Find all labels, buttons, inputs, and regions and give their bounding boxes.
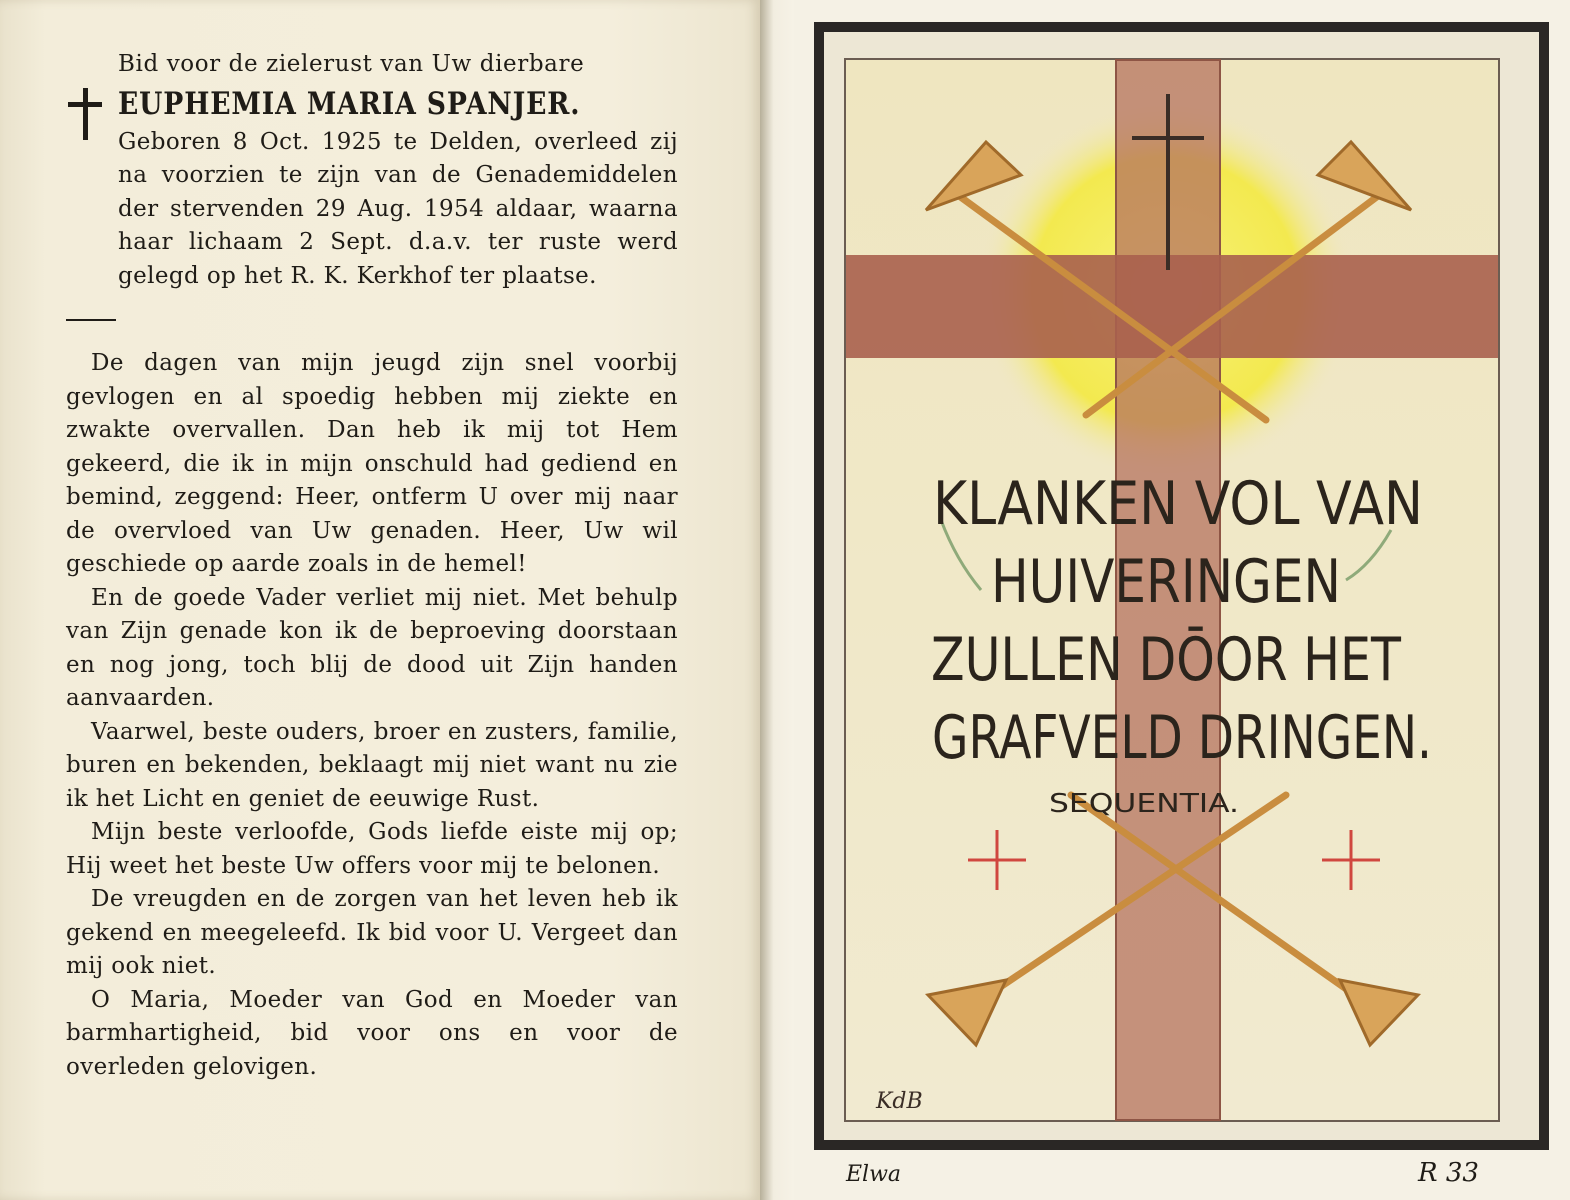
prayer-paragraph: En de goede Vader verliet mij niet. Met behulp van Zijn genade kon ik de beproeving doorstaan en nog jong, toch blij de dood uit Zijn handen aanvaarden. — [66, 584, 678, 711]
name-line — [66, 82, 678, 126]
prayer-paragraph: Vaarwel, beste ouders, broer en zusters, familie, buren en bekenden, beklaagt mij niet want nu zie ik het Licht en geniet de eeuwige Rust. — [66, 718, 678, 812]
prayer-text — [66, 347, 678, 1084]
verse — [931, 469, 1432, 819]
prayer-paragraph: Mijn beste verloofde, Gods liefde eiste mij op; Hij weet het beste Uw offers voor mij te belonen. — [66, 819, 678, 879]
card-picture-side — [794, 0, 1570, 1200]
verse-line: ZULLEN DŌOR HET — [931, 625, 1402, 695]
card-text-side — [0, 0, 760, 1200]
mourning-border — [814, 22, 1549, 1150]
text-column — [66, 48, 678, 1084]
artist-signature: KdB — [876, 1089, 923, 1114]
verse-line: GRAFVELD DRINGEN. — [932, 703, 1432, 773]
cross-icon — [68, 88, 102, 140]
intro-line: Bid voor de zielerust van Uw dierbare — [118, 51, 585, 77]
illustration — [844, 58, 1500, 1122]
illustration-drawing — [846, 60, 1498, 1120]
verse-line: HUIVERINGEN — [991, 547, 1341, 617]
publisher-mark: Elwa — [846, 1162, 902, 1187]
verse-line: KLANKEN VOL VAN — [933, 469, 1423, 539]
prayer-paragraph: O Maria, Moeder van God en Moeder van barmhartigheid, bid voor ons en voor de overleden gelovigen. — [66, 986, 678, 1080]
deceased-name: EUPHEMIA MARIA SPANJER. — [118, 85, 581, 122]
card-fold — [760, 0, 794, 1200]
divider — [66, 319, 116, 321]
prayer-paragraph: De dagen van mijn jeugd zijn snel voorbij gevlogen en al spoedig hebben mij ziekte en zwakte overvallen. Dan heb ik mij tot Hem gekeerd, die ik in mijn onschuld had gediend en bemind, zeggend: Heer, ontferm U over mij naar de overvloed van Uw genaden. Heer, Uw wil geschiede op aarde zoals in de hemel! — [66, 350, 678, 577]
prayer-paragraph: De vreugden en de zorgen van het leven heb ik gekend en meegeleefd. Ik bid voor U. Vergeet dan mij ook niet. — [66, 886, 678, 979]
verse-source: SEQUENTIA. — [1049, 789, 1239, 819]
biography: Geboren 8 Oct. 1925 te Delden, overleed zij na voorzien te zijn van de Genademiddelen der stervenden 29 Aug. 1954 aldaar, waarna haar lichaam 2 Sept. d.a.v. ter ruste werd gelegd op het R. K. Kerkhof ter plaatse. — [118, 128, 678, 289]
cross-horizontal — [846, 255, 1498, 358]
card-code: R 33 — [1418, 1158, 1479, 1188]
